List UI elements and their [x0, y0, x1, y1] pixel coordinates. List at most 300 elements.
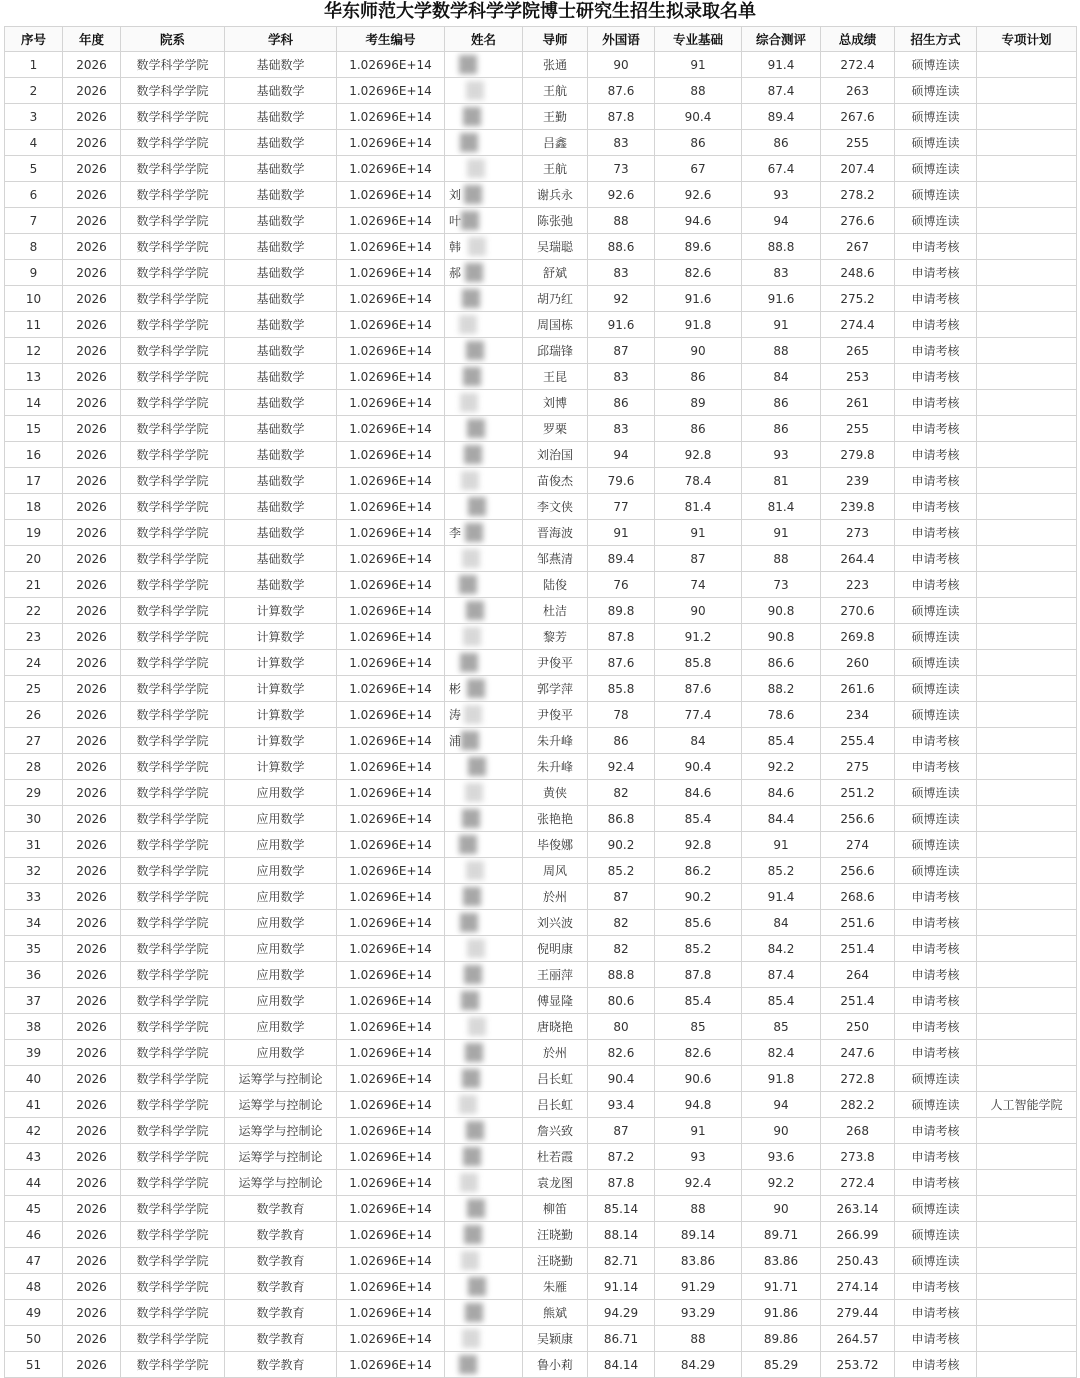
cell-special-plan — [977, 1118, 1077, 1144]
cell-year: 2026 — [63, 1326, 121, 1352]
cell-discipline: 计算数学 — [225, 728, 337, 754]
cell-comprehensive: 89.4 — [742, 104, 821, 130]
cell-discipline: 基础数学 — [225, 442, 337, 468]
cell-department: 数学科学学院 — [121, 52, 225, 78]
redaction-mosaic — [461, 471, 479, 490]
cell-major-basics: 90.2 — [655, 884, 742, 910]
cell-comprehensive: 81 — [742, 468, 821, 494]
cell-advisor: 舒斌 — [523, 260, 588, 286]
cell-candidate-id: 1.02696E+14 — [337, 702, 445, 728]
cell-foreign-language: 86.71 — [588, 1326, 655, 1352]
cell-seq: 51 — [5, 1352, 63, 1378]
cell-candidate-id: 1.02696E+14 — [337, 442, 445, 468]
table-row — [5, 806, 1077, 832]
cell-candidate-id: 1.02696E+14 — [337, 260, 445, 286]
cell-discipline: 基础数学 — [225, 468, 337, 494]
cell-major-basics: 86 — [655, 364, 742, 390]
cell-name — [445, 1326, 523, 1352]
cell-total-score: 264.57 — [821, 1326, 895, 1352]
cell-special-plan — [977, 546, 1077, 572]
cell-comprehensive: 91.4 — [742, 884, 821, 910]
cell-special-plan — [977, 1300, 1077, 1326]
redaction-mosaic — [466, 341, 484, 360]
cell-advisor: 吴瑞聪 — [523, 234, 588, 260]
table-row — [5, 130, 1077, 156]
cell-department: 数学科学学院 — [121, 624, 225, 650]
cell-special-plan — [977, 416, 1077, 442]
cell-year: 2026 — [63, 1144, 121, 1170]
cell-year: 2026 — [63, 130, 121, 156]
cell-department: 数学科学学院 — [121, 1222, 225, 1248]
cell-seq: 1 — [5, 52, 63, 78]
cell-admission-type: 硕博连读 — [895, 598, 977, 624]
cell-name — [445, 1092, 523, 1118]
cell-name — [445, 1222, 523, 1248]
cell-admission-type: 申请考核 — [895, 1118, 977, 1144]
cell-candidate-id: 1.02696E+14 — [337, 390, 445, 416]
cell-seq: 48 — [5, 1274, 63, 1300]
cell-major-basics: 92.8 — [655, 832, 742, 858]
cell-discipline: 基础数学 — [225, 78, 337, 104]
cell-comprehensive: 67.4 — [742, 156, 821, 182]
page-title: 华东师范大学数学科学学院博士研究生招生拟录取名单 — [324, 1, 756, 22]
cell-discipline: 基础数学 — [225, 390, 337, 416]
redaction-mosaic — [460, 133, 478, 152]
table-row — [5, 1092, 1077, 1118]
table-row — [5, 1040, 1077, 1066]
cell-comprehensive: 83.86 — [742, 1248, 821, 1274]
cell-major-basics: 90.6 — [655, 1066, 742, 1092]
cell-department: 数学科学学院 — [121, 650, 225, 676]
cell-seq: 13 — [5, 364, 63, 390]
cell-comprehensive: 91 — [742, 832, 821, 858]
cell-discipline: 基础数学 — [225, 338, 337, 364]
cell-advisor: 毕俊娜 — [523, 832, 588, 858]
cell-foreign-language: 79.6 — [588, 468, 655, 494]
cell-total-score: 263 — [821, 78, 895, 104]
cell-admission-type: 申请考核 — [895, 520, 977, 546]
cell-candidate-id: 1.02696E+14 — [337, 1300, 445, 1326]
cell-comprehensive: 84 — [742, 364, 821, 390]
cell-admission-type: 硕博连读 — [895, 78, 977, 104]
cell-foreign-language: 85.2 — [588, 858, 655, 884]
cell-admission-type: 申请考核 — [895, 260, 977, 286]
redaction-mosaic — [460, 393, 478, 412]
cell-advisor: 朱升峰 — [523, 754, 588, 780]
cell-special-plan — [977, 182, 1077, 208]
cell-year: 2026 — [63, 156, 121, 182]
cell-total-score: 251.6 — [821, 910, 895, 936]
cell-name — [445, 598, 523, 624]
cell-comprehensive: 82.4 — [742, 1040, 821, 1066]
cell-candidate-id: 1.02696E+14 — [337, 832, 445, 858]
cell-comprehensive: 88.8 — [742, 234, 821, 260]
cell-name — [445, 884, 523, 910]
table-row — [5, 1300, 1077, 1326]
cell-comprehensive: 91.71 — [742, 1274, 821, 1300]
cell-seq: 40 — [5, 1066, 63, 1092]
cell-department: 数学科学学院 — [121, 962, 225, 988]
cell-department: 数学科学学院 — [121, 1118, 225, 1144]
cell-advisor: 谢兵永 — [523, 182, 588, 208]
cell-name — [445, 1352, 523, 1378]
cell-seq: 22 — [5, 598, 63, 624]
cell-year: 2026 — [63, 260, 121, 286]
cell-major-basics: 86.2 — [655, 858, 742, 884]
redaction-mosaic — [465, 1043, 483, 1062]
column-header-comprehensive: 综合测评 — [742, 27, 821, 52]
cell-name — [445, 338, 523, 364]
cell-candidate-id: 1.02696E+14 — [337, 182, 445, 208]
cell-advisor: 吕长虹 — [523, 1092, 588, 1118]
cell-foreign-language: 90 — [588, 52, 655, 78]
cell-name — [445, 52, 523, 78]
cell-discipline: 数学教育 — [225, 1300, 337, 1326]
name-visible-fragment: 彬 — [449, 682, 462, 696]
cell-comprehensive: 91 — [742, 520, 821, 546]
cell-candidate-id: 1.02696E+14 — [337, 624, 445, 650]
cell-foreign-language: 82.6 — [588, 1040, 655, 1066]
cell-major-basics: 87.6 — [655, 676, 742, 702]
cell-year: 2026 — [63, 286, 121, 312]
cell-major-basics: 89 — [655, 390, 742, 416]
cell-candidate-id: 1.02696E+14 — [337, 1222, 445, 1248]
cell-foreign-language: 92.6 — [588, 182, 655, 208]
cell-discipline: 基础数学 — [225, 104, 337, 130]
cell-admission-type: 硕博连读 — [895, 858, 977, 884]
cell-advisor: 倪明康 — [523, 936, 588, 962]
cell-foreign-language: 91.6 — [588, 312, 655, 338]
name-visible-fragment: 叶 — [449, 214, 462, 228]
cell-year: 2026 — [63, 1092, 121, 1118]
cell-total-score: 265 — [821, 338, 895, 364]
redaction-mosaic — [468, 757, 486, 776]
cell-name — [445, 1170, 523, 1196]
cell-seq: 27 — [5, 728, 63, 754]
cell-department: 数学科学学院 — [121, 1248, 225, 1274]
cell-seq: 29 — [5, 780, 63, 806]
cell-major-basics: 91.6 — [655, 286, 742, 312]
cell-year: 2026 — [63, 312, 121, 338]
cell-admission-type: 硕博连读 — [895, 702, 977, 728]
cell-foreign-language: 82 — [588, 780, 655, 806]
cell-discipline: 数学教育 — [225, 1248, 337, 1274]
cell-year: 2026 — [63, 936, 121, 962]
cell-comprehensive: 90.8 — [742, 598, 821, 624]
cell-discipline: 计算数学 — [225, 754, 337, 780]
cell-candidate-id: 1.02696E+14 — [337, 1144, 445, 1170]
cell-total-score: 256.6 — [821, 806, 895, 832]
cell-candidate-id: 1.02696E+14 — [337, 1040, 445, 1066]
cell-name — [445, 1118, 523, 1144]
cell-foreign-language: 91 — [588, 520, 655, 546]
name-visible-fragment: 韩 — [449, 240, 462, 254]
cell-department: 数学科学学院 — [121, 936, 225, 962]
cell-department: 数学科学学院 — [121, 910, 225, 936]
redaction-mosaic — [463, 367, 481, 386]
cell-admission-type: 申请考核 — [895, 1014, 977, 1040]
cell-total-score: 268 — [821, 1118, 895, 1144]
cell-advisor: 柳笛 — [523, 1196, 588, 1222]
cell-year: 2026 — [63, 780, 121, 806]
redaction-mosaic — [467, 939, 485, 958]
cell-foreign-language: 89.4 — [588, 546, 655, 572]
cell-admission-type: 申请考核 — [895, 728, 977, 754]
cell-seq: 8 — [5, 234, 63, 260]
cell-admission-type: 申请考核 — [895, 754, 977, 780]
cell-discipline: 基础数学 — [225, 260, 337, 286]
cell-advisor: 王丽萍 — [523, 962, 588, 988]
cell-major-basics: 92.8 — [655, 442, 742, 468]
cell-admission-type: 硕博连读 — [895, 832, 977, 858]
cell-name — [445, 676, 523, 702]
cell-admission-type: 申请考核 — [895, 546, 977, 572]
cell-advisor: 汪晓勤 — [523, 1222, 588, 1248]
cell-major-basics: 91 — [655, 520, 742, 546]
cell-name — [445, 364, 523, 390]
cell-total-score: 272.4 — [821, 52, 895, 78]
cell-foreign-language: 93.4 — [588, 1092, 655, 1118]
table-row — [5, 780, 1077, 806]
cell-year: 2026 — [63, 858, 121, 884]
cell-name — [445, 1300, 523, 1326]
cell-major-basics: 82.6 — [655, 260, 742, 286]
cell-year: 2026 — [63, 78, 121, 104]
column-header-year: 年度 — [63, 27, 121, 52]
cell-year: 2026 — [63, 1196, 121, 1222]
cell-advisor: 袁龙图 — [523, 1170, 588, 1196]
cell-special-plan — [977, 936, 1077, 962]
cell-seq: 26 — [5, 702, 63, 728]
cell-total-score: 272.8 — [821, 1066, 895, 1092]
cell-department: 数学科学学院 — [121, 780, 225, 806]
cell-name — [445, 650, 523, 676]
cell-advisor: 刘兴波 — [523, 910, 588, 936]
cell-candidate-id: 1.02696E+14 — [337, 78, 445, 104]
cell-foreign-language: 84.14 — [588, 1352, 655, 1378]
cell-comprehensive: 86 — [742, 390, 821, 416]
cell-total-score: 248.6 — [821, 260, 895, 286]
cell-seq: 2 — [5, 78, 63, 104]
cell-discipline: 基础数学 — [225, 234, 337, 260]
cell-foreign-language: 82 — [588, 910, 655, 936]
cell-special-plan — [977, 312, 1077, 338]
cell-seq: 35 — [5, 936, 63, 962]
cell-admission-type: 硕博连读 — [895, 780, 977, 806]
table-row — [5, 286, 1077, 312]
cell-major-basics: 87.8 — [655, 962, 742, 988]
cell-year: 2026 — [63, 754, 121, 780]
cell-seq: 38 — [5, 1014, 63, 1040]
cell-foreign-language: 76 — [588, 572, 655, 598]
cell-foreign-language: 91.14 — [588, 1274, 655, 1300]
cell-major-basics: 89.6 — [655, 234, 742, 260]
cell-major-basics: 92.4 — [655, 1170, 742, 1196]
table-row — [5, 1352, 1077, 1378]
cell-department: 数学科学学院 — [121, 754, 225, 780]
redaction-mosaic — [462, 1329, 480, 1348]
cell-admission-type: 申请考核 — [895, 1300, 977, 1326]
cell-candidate-id: 1.02696E+14 — [337, 104, 445, 130]
cell-advisor: 吴颖康 — [523, 1326, 588, 1352]
cell-comprehensive: 92.2 — [742, 754, 821, 780]
cell-admission-type: 硕博连读 — [895, 156, 977, 182]
cell-name — [445, 624, 523, 650]
cell-special-plan — [977, 1170, 1077, 1196]
cell-year: 2026 — [63, 806, 121, 832]
cell-major-basics: 86 — [655, 130, 742, 156]
cell-major-basics: 92.6 — [655, 182, 742, 208]
cell-discipline: 数学教育 — [225, 1274, 337, 1300]
cell-major-basics: 88 — [655, 1326, 742, 1352]
name-visible-fragment: 郝 — [449, 266, 462, 280]
cell-special-plan — [977, 910, 1077, 936]
cell-foreign-language: 88.14 — [588, 1222, 655, 1248]
redaction-mosaic — [468, 1277, 486, 1296]
cell-foreign-language: 87 — [588, 1118, 655, 1144]
cell-candidate-id: 1.02696E+14 — [337, 52, 445, 78]
cell-name — [445, 962, 523, 988]
cell-major-basics: 94.6 — [655, 208, 742, 234]
cell-department: 数学科学学院 — [121, 260, 225, 286]
table-row — [5, 156, 1077, 182]
cell-advisor: 李文侠 — [523, 494, 588, 520]
cell-major-basics: 85.8 — [655, 650, 742, 676]
cell-year: 2026 — [63, 1248, 121, 1274]
cell-total-score: 247.6 — [821, 1040, 895, 1066]
cell-comprehensive: 84.2 — [742, 936, 821, 962]
column-header-special-plan: 专项计划 — [977, 27, 1077, 52]
cell-special-plan — [977, 1326, 1077, 1352]
column-header-advisor: 导师 — [523, 27, 588, 52]
cell-department: 数学科学学院 — [121, 104, 225, 130]
cell-candidate-id: 1.02696E+14 — [337, 1196, 445, 1222]
cell-advisor: 邹燕清 — [523, 546, 588, 572]
cell-discipline: 基础数学 — [225, 156, 337, 182]
cell-name — [445, 312, 523, 338]
cell-seq: 25 — [5, 676, 63, 702]
cell-seq: 36 — [5, 962, 63, 988]
redaction-mosaic — [468, 497, 486, 516]
cell-department: 数学科学学院 — [121, 1300, 225, 1326]
cell-discipline: 基础数学 — [225, 494, 337, 520]
cell-special-plan — [977, 806, 1077, 832]
cell-name — [445, 208, 523, 234]
cell-seq: 47 — [5, 1248, 63, 1274]
cell-name — [445, 260, 523, 286]
cell-foreign-language: 90.4 — [588, 1066, 655, 1092]
table-row — [5, 624, 1077, 650]
header-row — [5, 27, 1077, 52]
cell-discipline: 运筹学与控制论 — [225, 1118, 337, 1144]
cell-discipline: 运筹学与控制论 — [225, 1092, 337, 1118]
cell-admission-type: 申请考核 — [895, 494, 977, 520]
cell-admission-type: 申请考核 — [895, 884, 977, 910]
cell-seq: 20 — [5, 546, 63, 572]
table-row — [5, 1326, 1077, 1352]
cell-year: 2026 — [63, 494, 121, 520]
cell-name — [445, 494, 523, 520]
cell-comprehensive: 85 — [742, 1014, 821, 1040]
cell-advisor: 周国栋 — [523, 312, 588, 338]
cell-seq: 33 — [5, 884, 63, 910]
table-row — [5, 520, 1077, 546]
cell-year: 2026 — [63, 1014, 121, 1040]
cell-name — [445, 286, 523, 312]
table-row — [5, 1014, 1077, 1040]
cell-advisor: 王勤 — [523, 104, 588, 130]
cell-special-plan — [977, 962, 1077, 988]
cell-candidate-id: 1.02696E+14 — [337, 1170, 445, 1196]
cell-comprehensive: 85.4 — [742, 988, 821, 1014]
table-row — [5, 494, 1077, 520]
cell-major-basics: 82.6 — [655, 1040, 742, 1066]
cell-foreign-language: 94 — [588, 442, 655, 468]
cell-major-basics: 88 — [655, 78, 742, 104]
cell-foreign-language: 73 — [588, 156, 655, 182]
cell-advisor: 苗俊杰 — [523, 468, 588, 494]
redaction-mosaic — [460, 1173, 478, 1192]
cell-department: 数学科学学院 — [121, 364, 225, 390]
cell-advisor: 王航 — [523, 78, 588, 104]
cell-comprehensive: 83 — [742, 260, 821, 286]
cell-special-plan — [977, 988, 1077, 1014]
cell-total-score: 264 — [821, 962, 895, 988]
redaction-mosaic — [464, 965, 482, 984]
cell-name — [445, 234, 523, 260]
cell-major-basics: 77.4 — [655, 702, 742, 728]
cell-foreign-language: 85.8 — [588, 676, 655, 702]
cell-major-basics: 89.14 — [655, 1222, 742, 1248]
cell-special-plan — [977, 260, 1077, 286]
cell-discipline: 运筹学与控制论 — [225, 1066, 337, 1092]
cell-seq: 34 — [5, 910, 63, 936]
cell-advisor: 邱瑞锋 — [523, 338, 588, 364]
column-header-seq: 序号 — [5, 27, 63, 52]
cell-year: 2026 — [63, 572, 121, 598]
cell-admission-type: 硕博连读 — [895, 104, 977, 130]
cell-comprehensive: 88 — [742, 546, 821, 572]
cell-year: 2026 — [63, 1066, 121, 1092]
cell-special-plan — [977, 780, 1077, 806]
table-row — [5, 1248, 1077, 1274]
cell-total-score: 207.4 — [821, 156, 895, 182]
cell-discipline: 计算数学 — [225, 598, 337, 624]
cell-foreign-language: 88 — [588, 208, 655, 234]
cell-major-basics: 74 — [655, 572, 742, 598]
cell-advisor: 朱升峰 — [523, 728, 588, 754]
redaction-mosaic — [459, 835, 477, 854]
cell-comprehensive: 91.86 — [742, 1300, 821, 1326]
cell-major-basics: 85.6 — [655, 910, 742, 936]
cell-major-basics: 85.2 — [655, 936, 742, 962]
cell-major-basics: 94.8 — [655, 1092, 742, 1118]
cell-discipline: 应用数学 — [225, 884, 337, 910]
table-row — [5, 1222, 1077, 1248]
cell-seq: 24 — [5, 650, 63, 676]
cell-admission-type: 硕博连读 — [895, 806, 977, 832]
cell-candidate-id: 1.02696E+14 — [337, 962, 445, 988]
table-row — [5, 754, 1077, 780]
column-header-admission-type: 招生方式 — [895, 27, 977, 52]
cell-name — [445, 728, 523, 754]
cell-special-plan — [977, 1144, 1077, 1170]
cell-major-basics: 91.2 — [655, 624, 742, 650]
cell-name — [445, 182, 523, 208]
cell-foreign-language: 87.8 — [588, 104, 655, 130]
cell-department: 数学科学学院 — [121, 598, 225, 624]
cell-special-plan — [977, 338, 1077, 364]
